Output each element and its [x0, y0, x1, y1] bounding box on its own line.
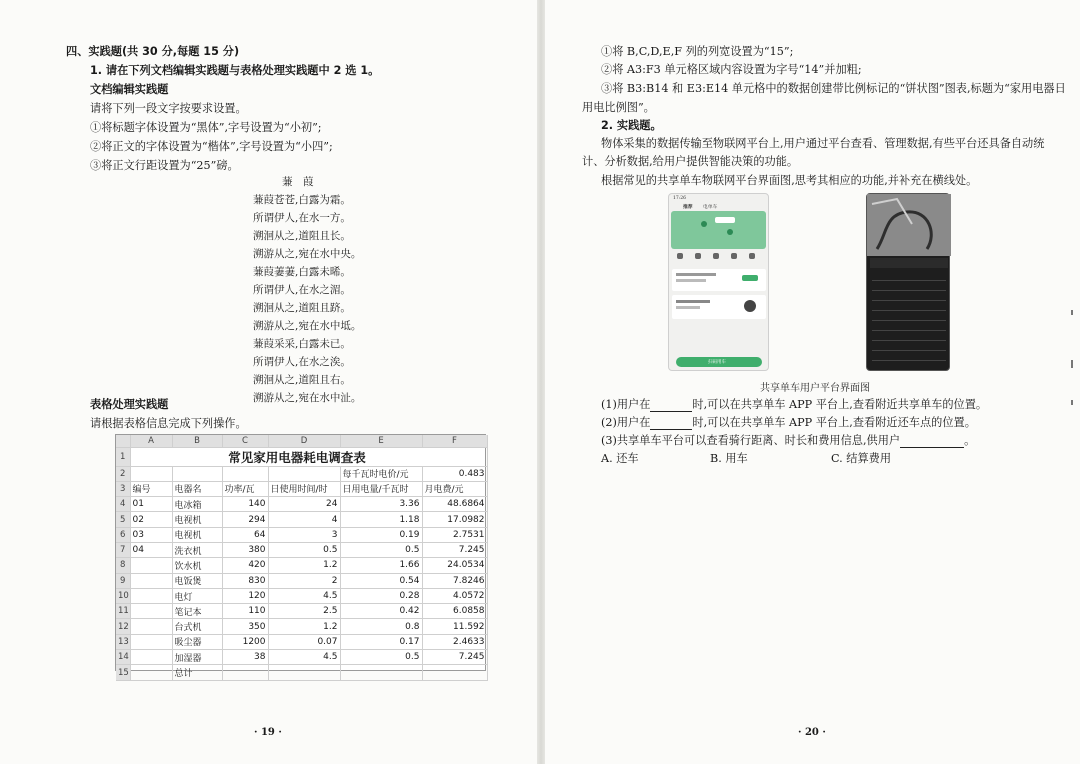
- table-cell: 7.245: [422, 650, 487, 665]
- table-cell: 电灯: [172, 588, 222, 603]
- table-cell: 7.245: [422, 542, 487, 557]
- total-label: 总计: [172, 665, 222, 680]
- ride-detail-screenshot: [866, 193, 950, 371]
- sheet-step: ③将 B3:B14 和 E3:E14 单元格中的数据创建带比例标记的“饼状图”图表,标题为“家用电器日: [601, 82, 1066, 95]
- row-number: 11: [116, 604, 130, 619]
- table-cell: 0.5: [268, 542, 340, 557]
- table-cell: [130, 634, 172, 649]
- ride-row: [872, 334, 946, 341]
- row-number: 6: [116, 527, 130, 542]
- table-cell: [130, 604, 172, 619]
- blank-text: (2)用户在: [601, 416, 651, 429]
- column-header: D: [268, 435, 340, 447]
- table-cell: 0.54: [340, 573, 422, 588]
- table-cell: 4.5: [268, 650, 340, 665]
- table-cell: 2.7531: [422, 527, 487, 542]
- table-cell: 01: [130, 497, 172, 512]
- table-cell: 2.4633: [422, 634, 487, 649]
- page-number: · 19 ·: [254, 727, 282, 738]
- table-heading: 表格处理实践题: [90, 398, 169, 411]
- table-cell: 3.36: [340, 497, 422, 512]
- bike-marker-icon: [701, 221, 707, 227]
- poem-line: 蒹葭苍苍,白露为霜。: [253, 194, 351, 206]
- poem-line: 所谓伊人,在水一方。: [253, 212, 351, 224]
- row-number: 7: [116, 542, 130, 557]
- bike-app-screenshot: [668, 193, 769, 371]
- option-c[interactable]: C. 结算费用: [831, 452, 892, 465]
- row-number: 5: [116, 512, 130, 527]
- data-rows: [116, 497, 487, 665]
- table-cell: 1.66: [340, 558, 422, 573]
- sheet-title: 常见家用电器耗电调查表: [172, 447, 422, 466]
- table-cell: 03: [130, 527, 172, 542]
- table-cell: 0.07: [268, 634, 340, 649]
- table-cell: 140: [222, 497, 268, 512]
- route-map: [867, 194, 951, 256]
- table-cell: 加湿器: [172, 650, 222, 665]
- blank-text: (1)用户在: [601, 398, 651, 411]
- table-cell: [130, 588, 172, 603]
- table-cell: 04: [130, 542, 172, 557]
- page-number: · 20 ·: [798, 727, 826, 738]
- table-row: [116, 542, 487, 557]
- table-cell: [130, 573, 172, 588]
- table-row: [116, 650, 487, 665]
- table-cell: 3: [268, 527, 340, 542]
- table-cell: 电冰箱: [172, 497, 222, 512]
- column-header: E: [340, 435, 422, 447]
- question-2-title: 2. 实践题。: [601, 119, 662, 132]
- price-label: 每千瓦时电价/元: [340, 466, 422, 481]
- sheet-step: ①将 B,C,D,E,F 列的列宽设置为“15”;: [601, 45, 794, 58]
- q2-paragraph: 根据常见的共享单车物联网平台界面图,思考其相应的功能,并补充在横线处。: [601, 174, 978, 187]
- table-cell: 120: [222, 588, 268, 603]
- binding-mark: [1071, 310, 1073, 315]
- q2-paragraph: 计、分析数据,给用户提供智能决策的功能。: [582, 155, 799, 168]
- ride-row: [872, 274, 946, 281]
- table-cell: 吸尘器: [172, 634, 222, 649]
- poem-line: 溯游从之,宛在水中坻。: [253, 320, 362, 332]
- ride-row: [872, 354, 946, 361]
- table-cell: 0.5: [340, 542, 422, 557]
- map-label: [715, 217, 735, 223]
- table-cell: 笔记本: [172, 604, 222, 619]
- shortcut-icon[interactable]: [677, 253, 683, 259]
- spreadsheet-screenshot: [115, 434, 486, 679]
- poem-line: 溯游从之,宛在水中沚。: [253, 392, 362, 404]
- table-cell: 台式机: [172, 619, 222, 634]
- shortcut-icon[interactable]: [749, 253, 755, 259]
- poem-line: 蒹葭萋萋,白露未晞。: [253, 266, 351, 278]
- table-cell: 饮水机: [172, 558, 222, 573]
- table-cell: [130, 619, 172, 634]
- table-cell: [130, 650, 172, 665]
- table-cell: 2.5: [268, 604, 340, 619]
- row-number: 8: [116, 558, 130, 573]
- table-intro: 请根据表格信息完成下列操作。: [90, 417, 247, 430]
- table-cell: 24.0534: [422, 558, 487, 573]
- ride-row: [872, 324, 946, 331]
- blank-question-1: [601, 398, 987, 412]
- blank-text: 时,可以在共享单车 APP 平台上,查看附近共享单车的位置。: [692, 398, 988, 411]
- binding-mark: [1071, 400, 1073, 405]
- table-cell: 电饭煲: [172, 573, 222, 588]
- poem-line: 所谓伊人,在水之涘。: [253, 356, 351, 368]
- row-number: 4: [116, 497, 130, 512]
- total-row: [116, 665, 487, 680]
- table-row: [116, 447, 487, 466]
- table-cell: 6.0858: [422, 604, 487, 619]
- table-row: [116, 588, 487, 603]
- header-row: [116, 481, 487, 496]
- table-cell: 1.2: [268, 619, 340, 634]
- doc-step: ③将正文行距设置为“25”磅。: [90, 159, 239, 172]
- app-tab: 推荐: [683, 205, 693, 210]
- row-number: 1: [116, 447, 130, 466]
- table-row: [116, 497, 487, 512]
- section-title: 四、实践题(共 30 分,每题 15 分): [66, 45, 240, 58]
- sheet-step: 用电比例图”。: [582, 101, 655, 114]
- option-b[interactable]: B. 用车: [710, 452, 748, 465]
- answer-blank[interactable]: [650, 401, 692, 412]
- bike-info-card: [672, 269, 766, 291]
- shortcut-icons: [673, 253, 765, 263]
- column-header: A: [130, 435, 172, 447]
- promo-line: [676, 306, 700, 309]
- corner-cell: [116, 435, 130, 447]
- poem-line: 所谓伊人,在水之湄。: [253, 284, 351, 296]
- table-cell: 350: [222, 619, 268, 634]
- column-header: C: [222, 435, 268, 447]
- header-cell: 月电费/元: [422, 481, 487, 496]
- table-row: [116, 512, 487, 527]
- table-cell: 48.6864: [422, 497, 487, 512]
- table-cell: 830: [222, 573, 268, 588]
- row-number: 2: [116, 466, 130, 481]
- spreadsheet-table: [116, 435, 488, 681]
- app-tab: 电单车: [703, 205, 718, 210]
- scan-ride-label: 扫码用车: [708, 360, 726, 365]
- row-number: 10: [116, 588, 130, 603]
- table-cell: 电视机: [172, 512, 222, 527]
- table-cell: 0.42: [340, 604, 422, 619]
- map-area: [671, 211, 766, 249]
- poem-line: 溯洄从之,道阻且右。: [253, 374, 351, 386]
- table-row: [116, 558, 487, 573]
- table-cell: 7.8246: [422, 573, 487, 588]
- row-number: 12: [116, 619, 130, 634]
- column-header-row: [116, 435, 487, 447]
- poem-line: 溯游从之,宛在水中央。: [253, 248, 362, 260]
- info-line: [676, 273, 716, 276]
- ride-row: [872, 344, 946, 351]
- table-cell: 380: [222, 542, 268, 557]
- promo-card: [672, 295, 766, 319]
- ride-row: [872, 314, 946, 321]
- table-cell: 1200: [222, 634, 268, 649]
- card-button[interactable]: [742, 275, 758, 281]
- promo-line: [676, 300, 710, 303]
- doc-step: ①将标题字体设置为“黑体”,字号设置为“小初”;: [90, 121, 322, 134]
- header-cell: 电器名: [172, 481, 222, 496]
- doc-heading: 文档编辑实践题: [90, 83, 169, 96]
- table-cell: 4.5: [268, 588, 340, 603]
- table-cell: 1.2: [268, 558, 340, 573]
- table-cell: 0.28: [340, 588, 422, 603]
- table-row: [116, 634, 487, 649]
- table-cell: 0.17: [340, 634, 422, 649]
- table-row: [116, 573, 487, 588]
- header-cell: 日用电量/千瓦时: [340, 481, 422, 496]
- shortcut-icon[interactable]: [731, 253, 737, 259]
- binding-mark: [1071, 360, 1073, 368]
- question-1-title: 1. 请在下列文档编辑实践题与表格处理实践题中 2 选 1。: [90, 64, 380, 77]
- blank-text: (3)共享单车平台可以查看骑行距离、时长和费用信息,供用户: [601, 434, 901, 447]
- poem-line: 溯洄从之,道阻且长。: [253, 230, 351, 242]
- shortcut-icon[interactable]: [713, 253, 719, 259]
- row-number: 13: [116, 634, 130, 649]
- column-header: F: [422, 435, 487, 447]
- table-cell: [130, 558, 172, 573]
- table-cell: 38: [222, 650, 268, 665]
- doc-step: ②将正文的字体设置为“楷体”,字号设置为“小四”;: [90, 140, 333, 153]
- table-row: [116, 619, 487, 634]
- ride-row: [872, 294, 946, 301]
- table-cell: 4.0572: [422, 588, 487, 603]
- blank-text: 。: [964, 434, 976, 447]
- option-a[interactable]: A. 还车: [601, 452, 639, 465]
- table-cell: 4: [268, 512, 340, 527]
- route-path-icon: [867, 194, 951, 256]
- bike-marker-icon: [727, 229, 733, 235]
- blank-question-2: [601, 416, 976, 430]
- table-cell: 0.8: [340, 619, 422, 634]
- info-line: [676, 279, 706, 282]
- status-time: 17:26: [673, 196, 686, 201]
- table-cell: 0.19: [340, 527, 422, 542]
- table-cell: 1.18: [340, 512, 422, 527]
- doc-intro: 请将下列一段文字按要求设置。: [90, 102, 247, 115]
- table-cell: 420: [222, 558, 268, 573]
- table-cell: 17.0982: [422, 512, 487, 527]
- scan-ride-button[interactable]: [676, 357, 762, 367]
- table-cell: 110: [222, 604, 268, 619]
- sheet-step: ②将 A3:F3 单元格区域内容设置为字号“14”并加粗;: [601, 63, 862, 76]
- promo-icon: [744, 300, 756, 312]
- table-cell: 0.5: [340, 650, 422, 665]
- answer-blank[interactable]: [900, 437, 964, 448]
- poem-title: 蒹 葭: [282, 176, 314, 188]
- table-row: [116, 604, 487, 619]
- table-cell: 294: [222, 512, 268, 527]
- table-cell: 64: [222, 527, 268, 542]
- table-cell: 洗衣机: [172, 542, 222, 557]
- row-number: 9: [116, 573, 130, 588]
- poem-line: 溯洄从之,道阻且跻。: [253, 302, 351, 314]
- blank-text: 时,可以在共享单车 APP 平台上,查看附近还车点的位置。: [692, 416, 976, 429]
- table-cell: 02: [130, 512, 172, 527]
- q2-paragraph: 物体采集的数据传输至物联网平台上,用户通过平台查看、管理数据,有些平台还具备自动统: [601, 137, 1045, 150]
- poem-line: 蒹葭采采,白露未已。: [253, 338, 351, 350]
- row-number: 3: [116, 481, 130, 496]
- header-cell: 日使用时间/时: [268, 481, 340, 496]
- shortcut-icon[interactable]: [695, 253, 701, 259]
- ride-header: [870, 258, 948, 268]
- row-number: 14: [116, 650, 130, 665]
- ride-row: [872, 304, 946, 311]
- table-cell: 电视机: [172, 527, 222, 542]
- table-row: [116, 527, 487, 542]
- price-value: 0.483: [422, 466, 487, 481]
- table-cell: 2: [268, 573, 340, 588]
- table-row: [116, 466, 487, 481]
- table-cell: 24: [268, 497, 340, 512]
- ride-row: [872, 284, 946, 291]
- table-cell: 11.592: [422, 619, 487, 634]
- row-number: 15: [116, 665, 130, 680]
- header-cell: 功率/瓦: [222, 481, 268, 496]
- blank-question-3: [601, 434, 975, 448]
- header-cell: 编号: [130, 481, 172, 496]
- column-header: B: [172, 435, 222, 447]
- figure-caption: 共享单车用户平台界面图: [760, 383, 870, 394]
- answer-blank[interactable]: [650, 419, 692, 430]
- book-gutter: [537, 0, 545, 764]
